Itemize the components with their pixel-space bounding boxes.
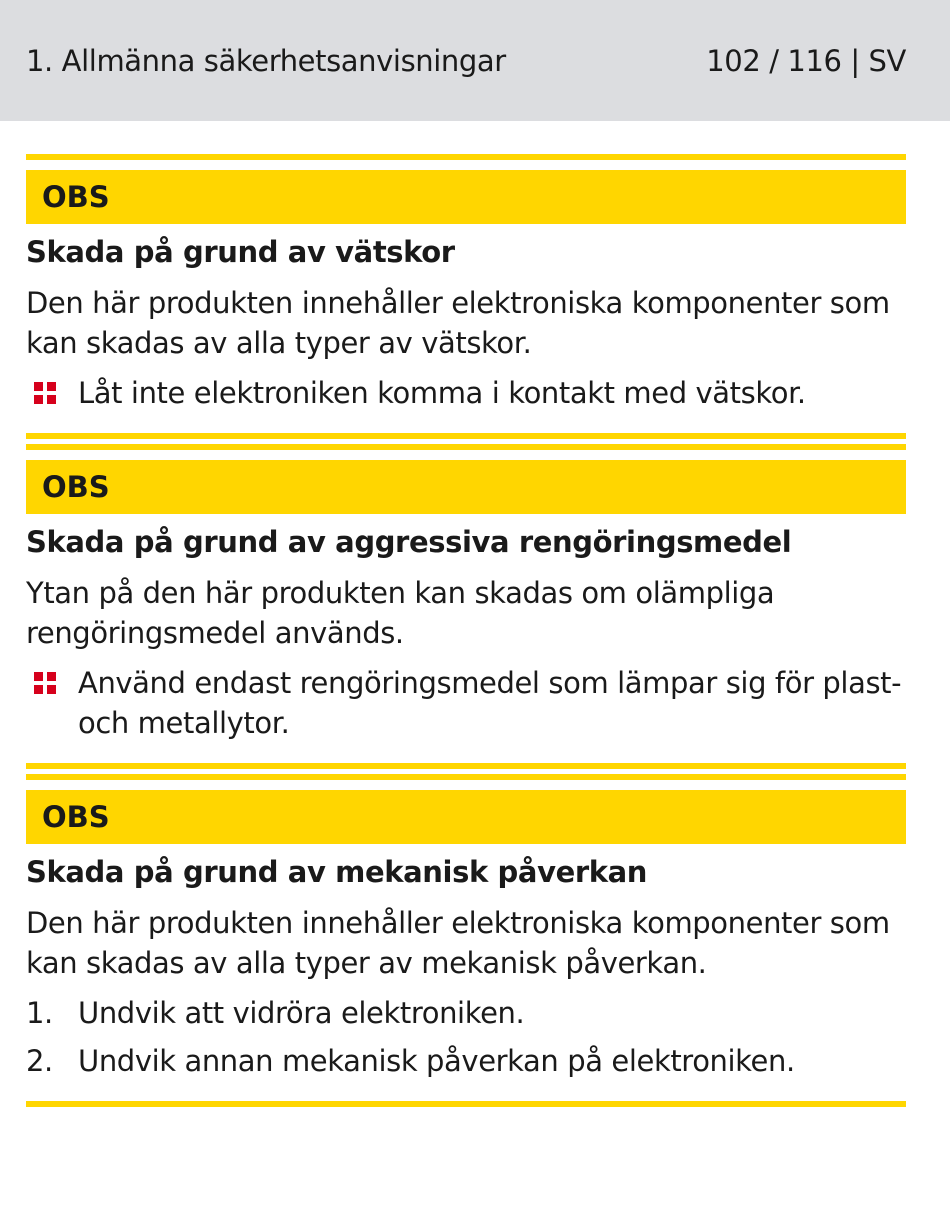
notice-body: Ytan på den här produkten kan skadas om olämpliga rengöringsmedel används. — [26, 576, 775, 650]
notice-mechanical-impact — [26, 774, 906, 1107]
step-number: 1. — [26, 996, 53, 1030]
notice-body: Den här produkten innehåller elektroniska komponenter som kan skadas av alla typer av vätskor. — [26, 286, 890, 360]
step-marker — [26, 663, 78, 743]
step-text: Undvik att vidröra elektroniken. — [78, 996, 525, 1030]
page-indicator: 102 / 116 | SV — [706, 43, 906, 78]
numbered-step — [26, 993, 906, 1033]
step-text: Låt inte elektroniken komma i kontakt med vätskor. — [78, 376, 806, 410]
action-icon — [34, 672, 56, 694]
step-number: 2. — [26, 1044, 53, 1078]
notice-label: OBS — [26, 170, 906, 224]
step-marker — [26, 373, 78, 413]
page-header — [0, 0, 950, 121]
step-text: Använd endast rengöringsmedel som lämpar sig för plast- och metallytor. — [78, 666, 902, 740]
notice-label: OBS — [26, 460, 906, 514]
content — [0, 121, 950, 1107]
action-step — [26, 373, 906, 413]
notice-title: Skada på grund av vätskor — [26, 235, 455, 269]
action-step — [26, 663, 906, 743]
step-text: Undvik annan mekanisk påverkan på elektroniken. — [78, 1044, 795, 1078]
notice-title: Skada på grund av mekanisk påverkan — [26, 855, 648, 889]
action-icon — [34, 382, 56, 404]
notice-cleaning-agents — [26, 444, 906, 769]
notice-liquids — [26, 154, 906, 439]
notice-label: OBS — [26, 790, 906, 844]
numbered-step — [26, 1041, 906, 1081]
section-title: 1. Allmänna säkerhetsanvisningar — [26, 43, 506, 78]
notice-title: Skada på grund av aggressiva rengöringsmedel — [26, 525, 792, 559]
notice-body: Den här produkten innehåller elektroniska komponenter som kan skadas av alla typer av mekanisk påverkan. — [26, 906, 890, 980]
